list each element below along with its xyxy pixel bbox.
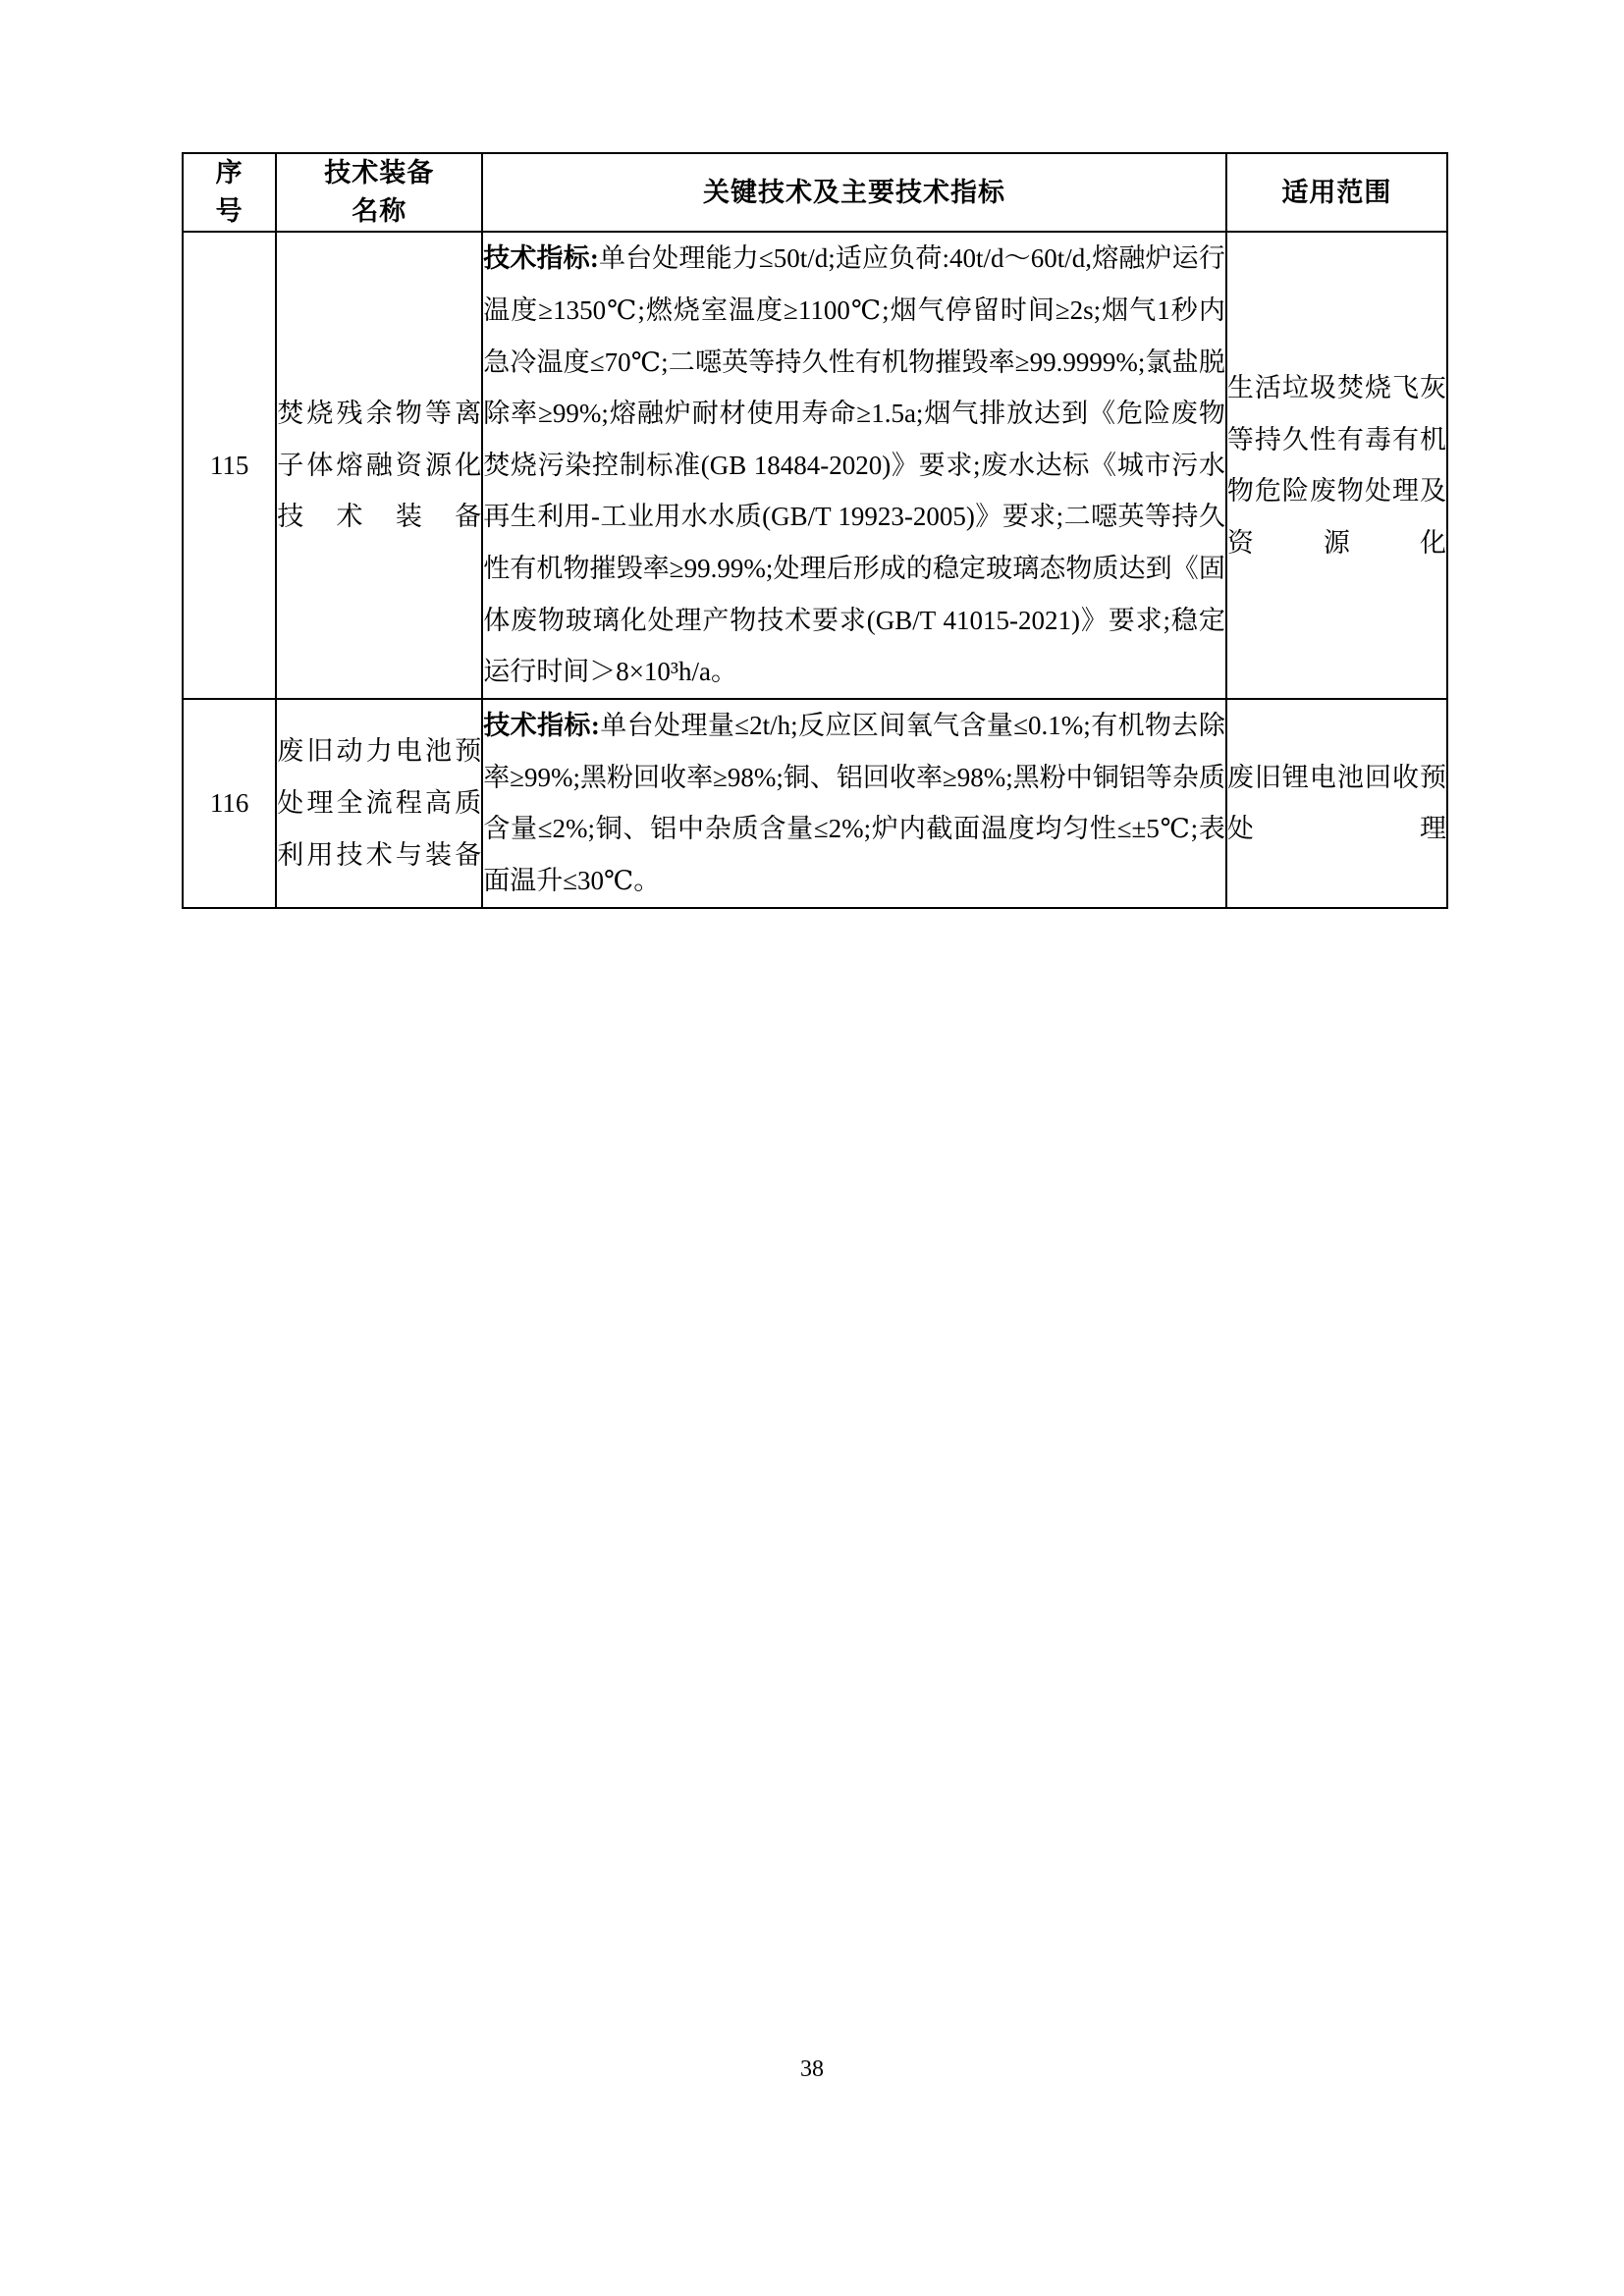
column-header-equipment-name — [276, 153, 482, 232]
cell-serial-number: 116 — [183, 699, 276, 908]
technology-equipment-table — [182, 152, 1448, 909]
cell-equipment-name: 废旧动力电池预处理全流程高质利用技术与装备 — [276, 699, 482, 908]
page-number: 38 — [800, 2056, 824, 2082]
column-header-equipment-name-line2: 名称 — [352, 196, 407, 227]
cell-key-technology-label: 技术指标: — [483, 243, 599, 274]
column-header-key-technology: 关键技术及主要技术指标 — [482, 153, 1226, 232]
column-header-equipment-name-line1: 技术装备 — [324, 158, 435, 187]
cell-key-technology — [482, 699, 1226, 908]
cell-application-scope: 生活垃圾焚烧飞灰等持久性有毒有机物危险废物处理及资源化 — [1226, 232, 1447, 699]
cell-application-scope: 废旧锂电池回收预处理 — [1226, 699, 1447, 908]
cell-key-technology-text: 单台处理能力≤50t/d;适应负荷:40t/d～60t/d,熔融炉运行温度≥1350℃;燃烧室温度≥1100℃;烟气停留时间≥2s;烟气1秒内急冷温度≤70℃;二噁英等持久性有机物摧毁率≥99.9999%;氯盐脱除率≥99%;熔融炉耐材使用寿命≥1.5a;烟气排放达到《危险废物焚烧污染控制标准(GB 18484-2020)》要求;废水达标《城市污水再生利用-工业用水水质(GB/T 19923-2005)》要求;二噁英等持久性有机物摧毁率≥99.99%;处理后形成的稳定玻璃态物质达到《固体废物玻璃化处理产物技术要求(GB/T 41015-2021)》要求;稳定运行时间＞8×10³h/a。 — [483, 243, 1225, 687]
column-header-serial-number — [183, 153, 276, 232]
cell-key-technology-text: 单台处理量≤2t/h;反应区间氧气含量≤0.1%;有机物去除率≥99%;黑粉回收率≥98%;铜、铝回收率≥98%;黑粉中铜铝等杂质含量≤2%;铜、铝中杂质含量≤2%;炉内截面温度均匀性≤±5℃;表面温升≤30℃。 — [483, 711, 1225, 895]
table-header-row — [183, 153, 1447, 232]
table-row — [183, 232, 1447, 699]
table-row — [183, 699, 1447, 908]
cell-serial-number: 115 — [183, 232, 276, 699]
column-header-serial-number-line1: 序 — [215, 158, 244, 187]
cell-equipment-name: 焚烧残余物等离子体熔融资源化技术装备 — [276, 232, 482, 699]
cell-key-technology — [482, 232, 1226, 699]
cell-key-technology-label: 技术指标: — [483, 711, 600, 741]
column-header-application-scope: 适用范围 — [1226, 153, 1447, 232]
column-header-serial-number-line2: 号 — [215, 196, 244, 227]
